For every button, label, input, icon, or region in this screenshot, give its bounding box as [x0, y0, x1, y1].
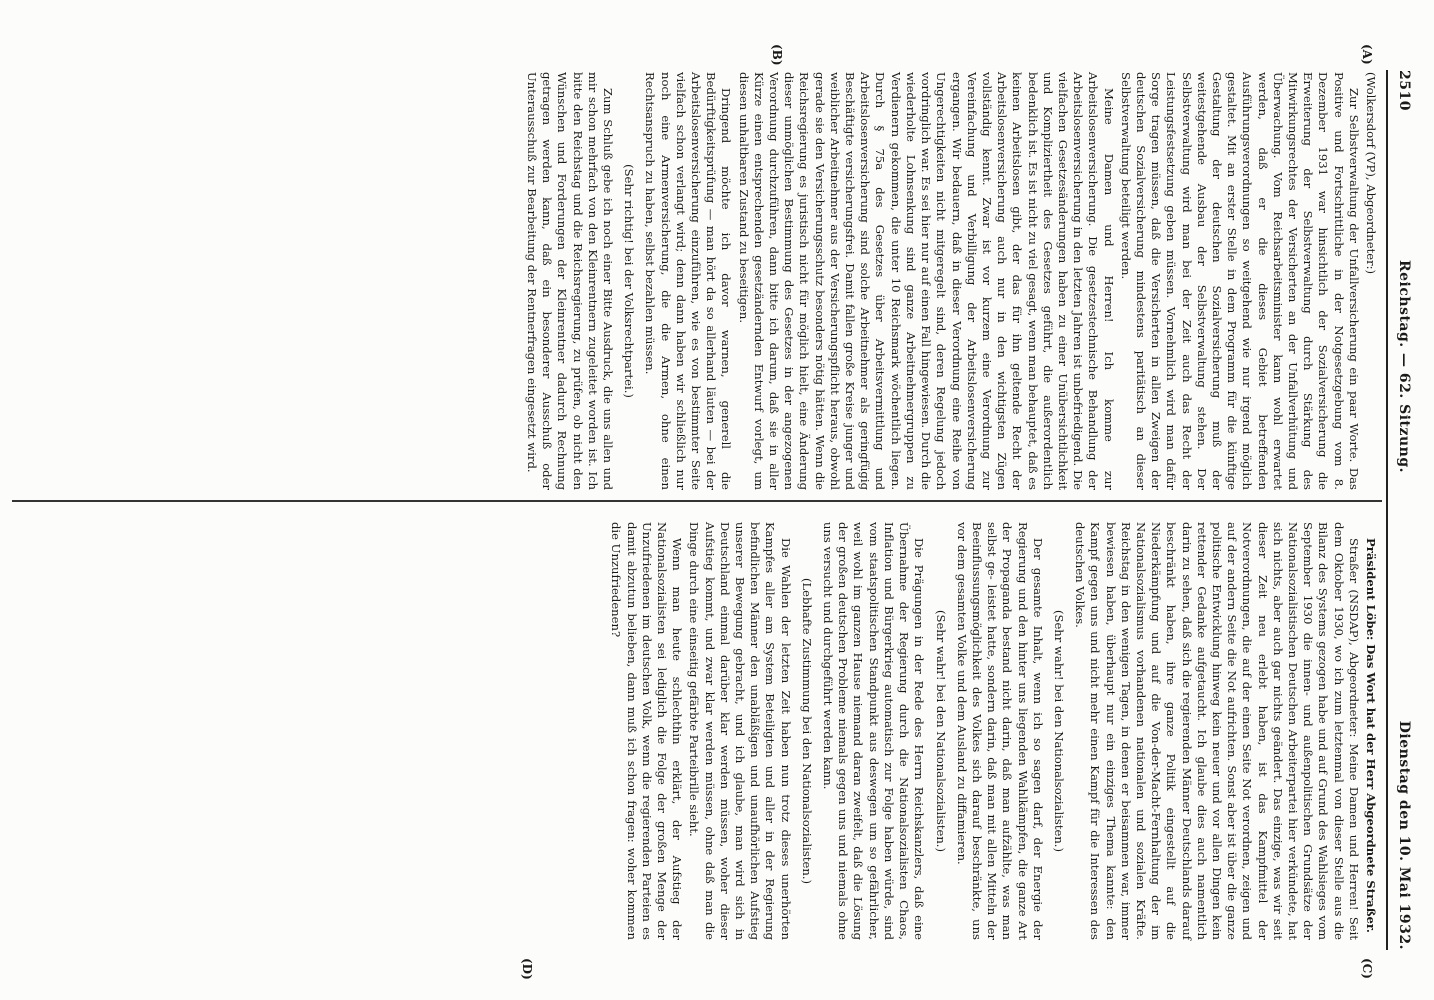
interjection: (Sehr richtig! bei der Volksrechtpartei.) — [622, 164, 637, 398]
page-header — [1392, 70, 1412, 950]
paragraph: Die Wahlen der letzten Zeit haben nun trotz dieses unerhörten Kampfes aller am System Beteiligten und aller in der Regierung befindlichen Männer den unabläßigen und unaufhörlichen Aufstieg unserer Bewegung gebracht, und ich glaube, man wird sich in Deutschland einmal darüber klar werden müssen, woher dieser Aufstieg kommt, und zwar klar werden müssen, ohne daß man die Dinge durch eine einseitig gefärbte Parteibrille sieht. — [687, 522, 793, 940]
margin-marker-a: (A) — [1360, 44, 1374, 65]
interjection: (Sehr wahr! bei den Nationalsozialisten.) — [933, 609, 948, 853]
paragraph: Die Prägungen in der Rede des Herrn Reichskanzlers, daß eine Übernahme der Regierung durch die Nationalsozialisten Chaos, Inflation und Bürgerkrieg automatisch zur Folge haben würde, sind vom staatspolitischen Standpunkt aus deswegen um so gefährlicher, weil wohl im ganzen Hause niemand daran zweifelt, daß die Lösung der großen deutschen Probleme niemals gegen uns und niemals ohne uns versucht und durchgeführt werden kann. — [821, 522, 927, 940]
margin-marker-c: (C) — [1360, 958, 1374, 979]
right-column — [606, 522, 1378, 940]
paragraph: Dringend möchte ich davor warnen, generell die Bedürftigkeitsprüfung — man hört da so allerhand läuten — bei der Arbeitslosenversicherung einzuführen, wie es von bestimmter Seite vielfach schon verlangt wird; denn dann haben wir schließlich nur noch eine Armenversicherung, die die Armen, ohne einen Rechtsanspruch zu haben, selbst bezahlen müssen. — [643, 72, 734, 490]
margin-marker-b: (B) — [770, 44, 784, 66]
paragraph: Straßer (NSDAP), Abgeordneter: Meine Damen und Herren! Seit dem Oktober 1930, wo ich zum letztenmal von dieser Stelle aus die Bilanz des Systems gezogen habe und auf Grund des Wahlsieges vom September 1930 die innen- und außenpolitischen Grundsätze der Nationalsozialistischen Deutschen Arbeiterpartei hier verkündete, hat sich nichts, aber auch gar nichts geändert. Das einzige, was wir seit dieser Zeit neu erlebt haben, ist das Kampfmittel der Notverordnungen, die auf der einen Seite Not verordnen, zeigen und auf der andern Seite die Not aufrichten. Sonst aber ist über die ganze politische Entwicklung hinweg kein neuer und vor allen Dingen kein rettender Gedanke aufgetaucht. Ich glaube dies auch namentlich darin zu sehen, daß sich die regierenden Männer Deutschlands darauf beschränkt haben, ihre ganze Politik eingestellt auf die Niederkämpfung und auf die Von-der-Macht-Fernhaltung der im Nationalsozialismus vorhandenen nationalen und sozialen Kräfte. Reichstag in den wenigen Tagen, in denen er beisammen war, immer bewiesen haben, überhaupt nur ein einziges Thema kannte: den Kampf gegen uns und nicht mehr einen Kampf für die Interessen des deutschen Volkes. — [1073, 522, 1361, 940]
paragraph: Der gesamte Inhalt, wenn ich so sagen darf, der Energie der Regierung und den hinter uns liegenden Wahlkämpfen, die ganze Art der Propaganda bestand nicht darin, daß man aufzählte, was man selbst ge- leistet hatte, sondern darin, daß man mit allen Mitteln der Beeinflussungsmöglichkeit des Volkes sich darauf beschränkte, uns vor dem gesamten Volke und dem Ausland zu diffamieren. — [954, 522, 1045, 940]
interjection: (Lebhafte Zustimmung bei den Nationalsozialisten.) — [799, 577, 814, 885]
paragraph: Meine Damen und Herren! Ich komme zur Arbeitslosenversicherung. Die gesetzestechnische Behandlung der Arbeitslosenversicherung in den letzten Jahren ist unbefriedigend. Die vielfachen Gesetzesänderungen haben zu einer Unübersichtlichkeit und Kompliziertheit des Gesetzes geführt, die außerordentlich bedenklich ist. Es ist nicht zu viel gesagt, wenn man behauptet, daß es keinen Arbeitslosen gibt, der das für ihn geltende Recht der Arbeitslosenversicherung auch nur in den wichtigsten Zügen vollständig kennt. Zwar ist vor kurzem eine Verordnung zur Vereinfachung und Verbilligung der Arbeitslosenversicherung ergangen. Wir bedauern, daß in dieser Verordnung eine Reihe von Ungerechtigkeiten nicht mitgeregelt sind, deren Regelung jedoch vordringlich war. Es sei hier nur auf einen Fall hingewiesen. Durch die wiederholte Lohnsenkung sind ganze Arbeitnehmergruppen zu Verdienern gekommen, die unter 10 Reichsmark wöchentlich liegen. Durch § 75a des Gesetzes über Arbeitsvermittlung und Arbeitslosenversicherung sind solche Arbeitnehmer als geringfügig Beschäftigte versicherungsfrei. Damit fallen große Kreise junger und weiblicher Arbeitnehmer aus der Versicherungspflicht heraus, obwohl gerade sie den Versicherungsschutz besonders nötig hätten. Wenn die Reichsregierung es juristisch nicht für möglich hielt, eine Änderung dieser unmöglichen Bestimmung des Gesetzes in der angezogenen Verordnung durchzuführen, dann bitte ich darum, daß sie in aller Kürze einen entsprechenden gesetzändernden Entwurf vorlegt, um diesen unhaltbaren Zustand zu beseitigen. — [736, 72, 1116, 490]
paragraph: Zum Schluß gebe ich noch einer Bitte Ausdruck, die uns allen und mir schon mehrfach von den Kleinrentnern zugeleitet worden ist. Ich bitte den Reichstag und die Reichsregierung, zu prüfen, ob nicht den Wünschen und Forderungen der Kleinrentner dadurch Rechnung getragen werden kann, daß ein besonderer Ausschuß oder Unterausschuß zur Bearbeitung der Rentnerfragen eingesetzt wird. — [525, 72, 616, 490]
margin-marker-d: (D) — [520, 958, 534, 980]
paragraph: Wenn man heute schlechthin erklärt, der Aufstieg der Nationalsozialisten sei lediglich die Folge der großen Menge der Unzufriedenen im deutschen Volk, wenn die regierenden Parteien es damit abzutun belieben, dann muß ich schon fragen: woher kommen die Unzufriedenen? — [609, 522, 685, 940]
page-date: Dienstag den 10. Mai 1932. — [1396, 720, 1412, 950]
president-remark: Präsident Löbe: Das Wort hat der Herr Abgeordnete Straßer. — [1364, 538, 1378, 933]
header-rule — [1386, 70, 1388, 950]
column-divider — [12, 500, 1382, 502]
left-column — [522, 72, 1378, 490]
paragraph: Zur Selbstverwaltung der Unfallversicherung ein paar Worte. Das Positive und Fortschrittliche in der Notgesetzgebung vom 8. Dezember 1931 war hinsichtlich der Sozialversicherung die Erweiterung der Selbstverwaltung durch Stärkung des Mitwirkungsrechtes der Versicherten an der Unfallverhütung und Überwachung. Vom Reichsarbeitsminister kann wohl erwartet werden, daß er die dieses Gebiet betreffenden Ausführungsverordnungen so weitgehend wie nur irgend möglich gestaltet. Mit an erster Stelle in dem Programm für die künftige Gestaltung der deutschen Sozialversicherung muß der weitestgehende Ausbau der Selbstverwaltung stehen. Der Selbstverwaltung wird man bei der Zeit auch das Recht der Leistungsfestsetzung geben müssen. Vornehmlich wird man dafür Sorge tragen müssen, daß die Versicherten in allen Zweigen der deutschen Sozialversicherung mindestens paritätisch an dieser Selbstverwaltung beteiligt werden. — [1118, 72, 1361, 490]
speaker-continuation: (Wolkersdorf (VP), Abgeordneter:) — [1364, 72, 1378, 275]
page-number: 2510 — [1396, 70, 1412, 111]
interjection: (Sehr wahr! bei den Nationalsozialisten.) — [1051, 609, 1066, 853]
page-title: Reichstag. — 62. Sitzung. — [1396, 260, 1412, 473]
